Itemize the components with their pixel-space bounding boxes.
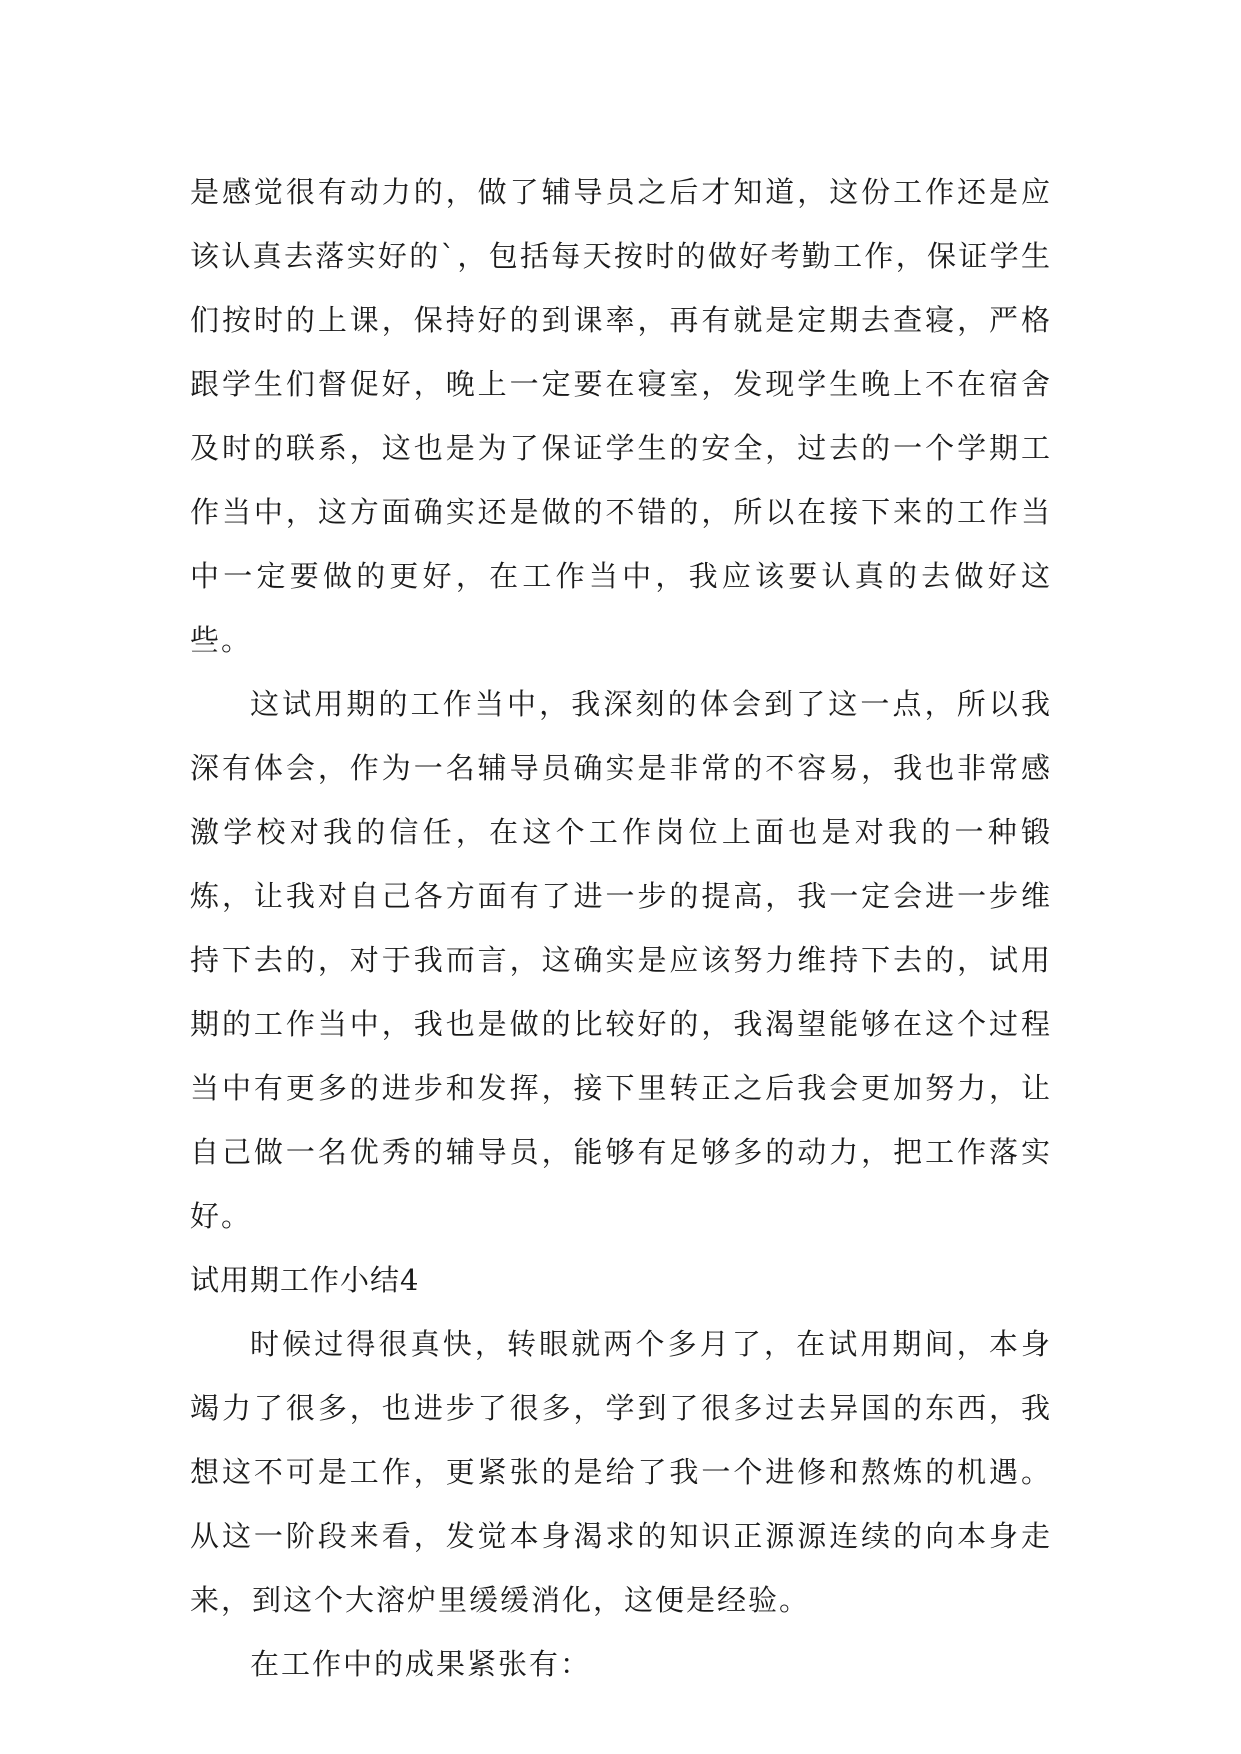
document-page — [190, 160, 1052, 1696]
paragraph-3: 时候过得很真快，转眼就两个多月了，在试用期间，本身竭力了很多，也进步了很多，学到了很多过去异国的东西，我想这不可是工作，更紧张的是给了我一个进修和熬炼的机遇。从这一阶段来看，发觉本身渴求的知识正源源连续的向本身走来，到这个大溶炉里缓缓消化，这便是经验。 — [190, 1327, 1052, 1617]
paragraph-4: 在工作中的成果紧张有： — [250, 1647, 592, 1681]
section-heading: 试用期工作小结4 — [190, 1263, 420, 1297]
paragraph-1: 是感觉很有动力的，做了辅导员之后才知道，这份工作还是应该认真去落实好的`，包括每天按时的做好考勤工作，保证学生们按时的上课，保持好的到课率，再有就是定期去查寝，严格跟学生们督促好，晚上一定要在寝室，发现学生晚上不在宿舍及时的联系，这也是为了保证学生的安全，过去的一个学期工作当中，这方面确实还是做的不错的，所以在接下来的工作当中一定要做的更好，在工作当中，我应该要认真的去做好这些。 — [190, 175, 1052, 657]
paragraph-2: 这试用期的工作当中，我深刻的体会到了这一点，所以我深有体会，作为一名辅导员确实是非常的不容易，我也非常感激学校对我的信任，在这个工作岗位上面也是对我的一种锻炼，让我对自己各方面有了进一步的提高，我一定会进一步维持下去的，对于我而言，这确实是应该努力维持下去的，试用期的工作当中，我也是做的比较好的，我渴望能够在这个过程当中有更多的进步和发挥，接下里转正之后我会更加努力，让自己做一名优秀的辅导员，能够有足够多的动力，把工作落实好。 — [190, 687, 1052, 1233]
